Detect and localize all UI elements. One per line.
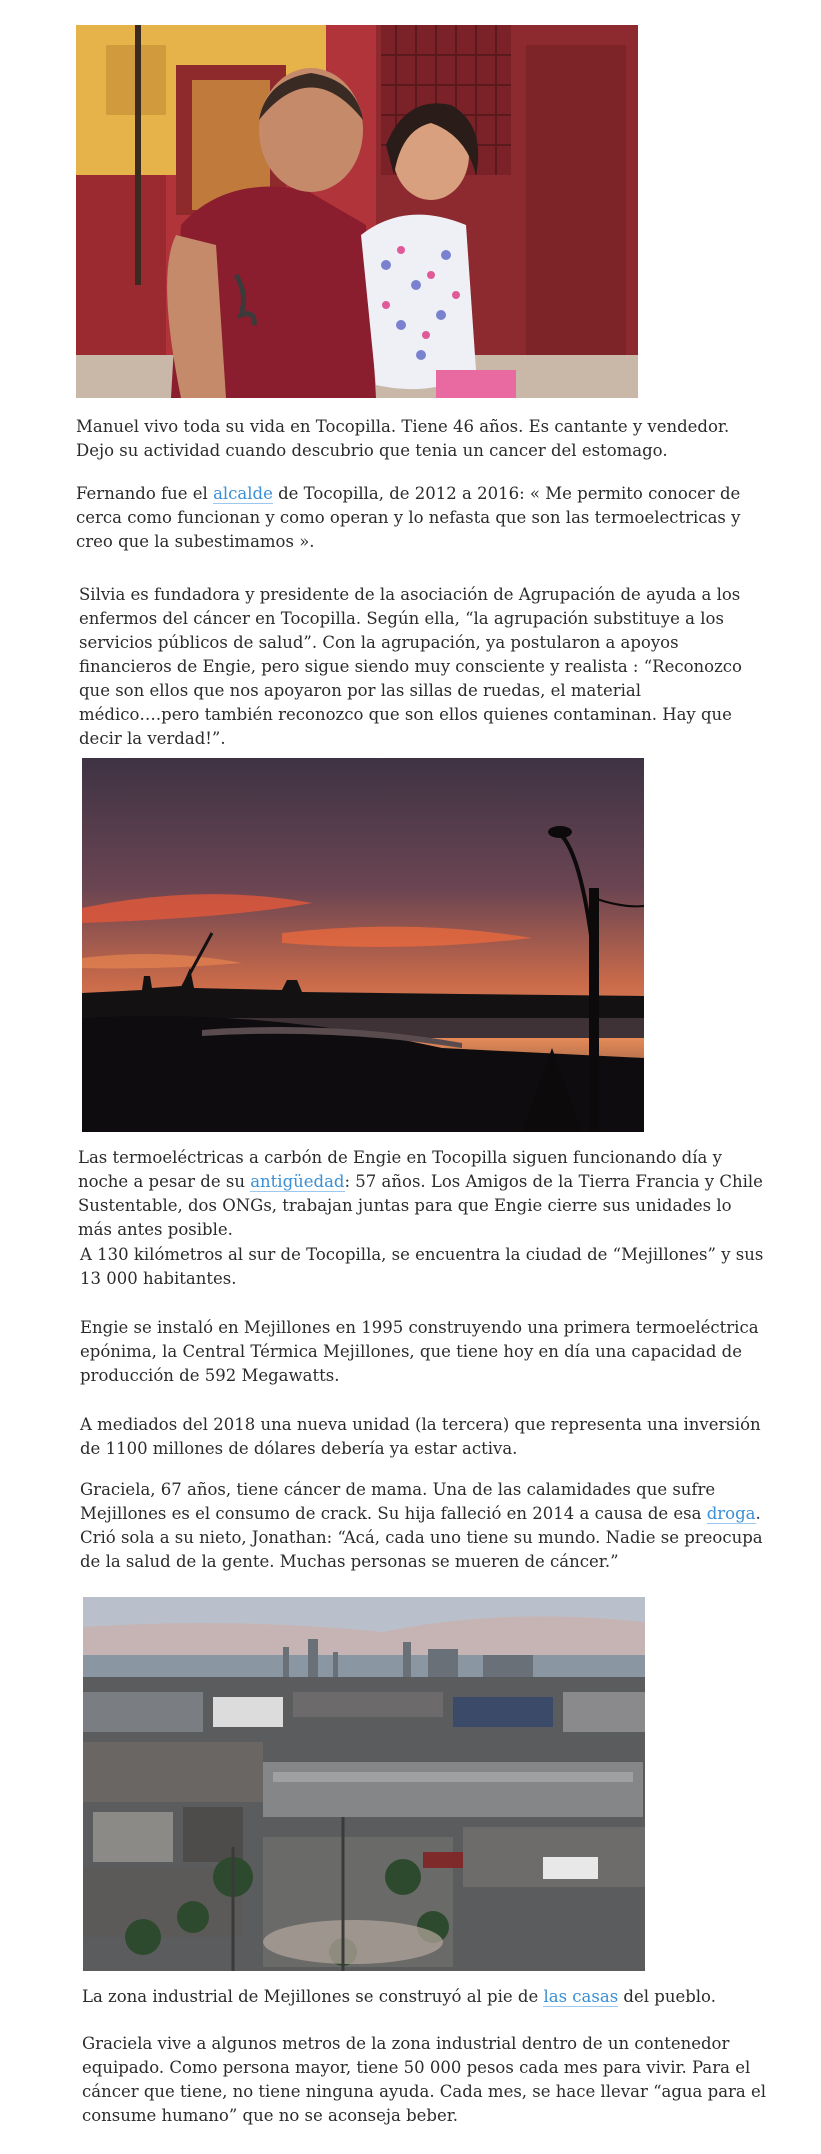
termo-text-before: Las termoeléctricas a carbón de Engie en Tocopilla siguen funcionando día y noche a pesar de su	[78, 1148, 722, 1191]
link-antiguedad[interactable]: antigüedad	[250, 1172, 345, 1191]
zona-text-after: del pueblo.	[618, 1987, 716, 2006]
paragraph-graciela-vive: Graciela vive a algunos metros de la zona industrial dentro de un contenedor equipado. Como persona mayor, tiene 50 000 pesos cada mes para vivir. Para el cáncer que tiene, no tiene ninguna ayuda. Cada mes, se hace llevar “agua para el consume humano” que no se aconseja beber.	[82, 2034, 767, 2125]
paragraph-silvia: Silvia es fundadora y presidente de la asociación de Agrupación de ayuda a los enfermos del cáncer en Tocopilla. Según ella, “la agrupación substituye a los servicios públicos de salud”. Con la agrupación, ya postularon a apoyos financieros de Engie, pero sigue siendo muy consciente y realista : “Reconozco que son ellos que nos apoyaron por las sillas de ruedas, el material médico….pero también reconozco que son ellos quienes contaminan. Hay que decir la verdad!”.	[79, 585, 742, 748]
fernando-text-before: Fernando fue el	[76, 484, 214, 503]
paragraph-zona-industrial	[82, 1985, 772, 2009]
paragraph-termoelectricas	[78, 1146, 768, 1242]
termo-text-after: : 57 años. Los Amigos de la Tierra Francia y Chile Sustentable, dos ONGs, trabajan juntas para que Engie cierre sus unidades lo más antes posible.	[78, 1172, 763, 1239]
link-droga[interactable]: droga	[706, 1504, 756, 1523]
link-las-casas[interactable]: las casas	[543, 1987, 619, 2006]
photo-mejillones-town	[83, 1597, 645, 1971]
photo-manuel-and-girl	[76, 25, 638, 398]
paragraph-engie-1995: Engie se instaló en Mejillones en 1995 construyendo una primera termoeléctrica epónima, la Central Térmica Mejillones, que tiene hoy en día una capacidad de producción de 592 Megawatts.	[80, 1318, 759, 1385]
paragraph-nueva-unidad: A mediados del 2018 una nueva unidad (la tercera) que representa una inversión de 1100 millones de dólares debería ya estar activa.	[80, 1415, 761, 1458]
fernando-text-after: de Tocopilla, de 2012 a 2016: « Me permito conocer de cerca como funcionan y como operan y lo nefasta que son las termoelectricas y creo que la subestimamos ».	[76, 484, 741, 551]
paragraph-fernando	[76, 482, 756, 554]
caption-manuel: Manuel vivo toda su vida en Tocopilla. Tiene 46 años. Es cantante y vendedor. Dejo su actividad cuando descubrio que tenia un cancer del estomago.	[76, 417, 730, 460]
zona-text-before: La zona industrial de Mejillones se construyó al pie de	[82, 1987, 544, 2006]
paragraph-mejillones-intro: A 130 kilómetros al sur de Tocopilla, se encuentra la ciudad de “Mejillones” y sus 13 000 habitantes.	[80, 1245, 764, 1288]
graciela-text-before: Graciela, 67 años, tiene cáncer de mama. Una de las calamidades que sufre Mejillones es el consumo de crack. Su hija falleció en 2014 a causa de esa	[80, 1480, 716, 1523]
link-alcalde[interactable]: alcalde	[213, 484, 273, 503]
graciela-text-after: . Crió sola a su nieto, Jonathan: “Acá, cada uno tiene su mundo. Nadie se preocupa de la salud de la gente. Muchas personas se mueren de cáncer.”	[80, 1504, 763, 1571]
paragraph-graciela	[80, 1478, 770, 1574]
photo-tocopilla-sunset	[82, 758, 644, 1132]
